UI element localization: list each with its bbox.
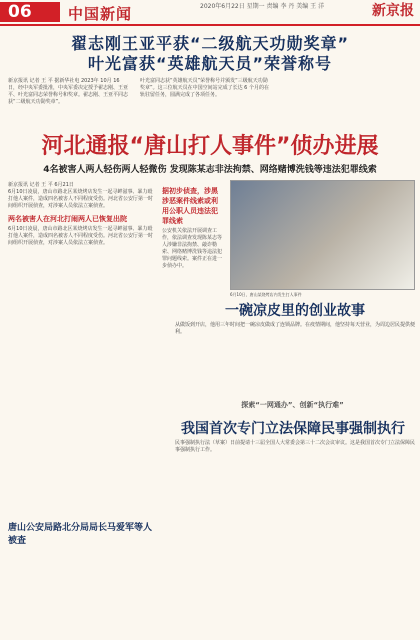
left-headline-2: 唐山公安局路北分局局长马爱军等人被查: [8, 523, 153, 546]
brand-logo: 新京报: [372, 3, 414, 19]
left-body-2: 6月10日凌晨，唐山市路北区某烧烤店发生一起寻衅滋事、暴力殴打他人案件，造成四名被害人不同程度受伤。河北省公安厅第一时间组织开展侦查，对涉案人员依法立案侦查。: [8, 226, 154, 246]
middle-body: 公安机关依法开展调查工作，依法调查发现陈某志等人涉嫌非法拘禁、敲诈勒索、网络赌博洗钱等违法犯罪问题线索。案件正在进一步侦办中。: [162, 228, 223, 269]
bottom-kicker: 探索“一网通办”、创新“执行难”: [241, 401, 344, 409]
top-headline: [0, 34, 420, 74]
left-body: 6月10日凌晨，唐山市路北区某烧烤店发生一起寻衅滋事、暴力殴打他人案件，造成四名被害人不同程度受伤。河北省公安厅第一时间组织开展侦查，对涉案人员依法立案侦查。: [8, 189, 154, 209]
banner-title: 河北通报“唐山打人事件”侦办进展: [41, 134, 379, 159]
top-column-2: 叶光富同志获“英雄航天员”荣誉称号并颁发“三级航天功勋奖章”。这三位航天员在中国空间站完成了长达 6 个月的在轨驻留任务，圆满完成了各项任务。: [140, 78, 269, 98]
left-byline: 新京报讯 记者 王 平 6月21日: [8, 182, 74, 188]
middle-subhead: 据初步侦查，涉黑涉恶案件线索或利用公职人员违法犯罪线索: [162, 187, 218, 225]
middle-column: [162, 182, 224, 270]
photo-caption: 6月10日，唐山某烧烤店内发生打人事件: [230, 292, 302, 297]
bottom-headline: 我国首次专门立法保障民事强制执行: [181, 421, 405, 437]
section-title: 中国新闻: [68, 5, 133, 23]
headline-line-1: 翟志刚王亚平获“二级航天功勋奖章”: [70, 34, 350, 53]
page-number: 06: [0, 2, 60, 22]
issue-date: 2020年6月22日 星期一 责编 李 丹 美编 王 洋: [200, 3, 325, 10]
right-headline: 一碗凉皮里的创业故事: [225, 303, 365, 319]
left-subhead: 两名被害人在河北打闹两人已恢复出院: [8, 215, 127, 223]
masthead: [0, 0, 420, 26]
left-column: [8, 182, 153, 247]
news-photo: [230, 180, 415, 290]
section-banner: [0, 132, 420, 175]
right-body: 从做饭到开店，他用三年时间把一碗凉皮做成了连锁品牌。在疫情期间，他坚持每天营业，为周边居民提供便利。: [175, 322, 416, 335]
bottom-body: 民事强制执行法（草案）日前提请十三届全国人大常委会第三十二次会议审议。这是我国首次专门立法保障民事强制执行工作。: [175, 440, 416, 453]
masthead-rule: [0, 24, 420, 26]
top-column-1: 新京报讯 记者 王 平 据新华社电 2023年 10月 16日，经中央军委批准，中央军委决定授予翟志刚、王亚平、叶光富同志荣誉称号和奖章。翟志刚、王亚平同志获“二级航天功勋奖章”。: [8, 78, 129, 105]
headline-line-2: 叶光富获“英雄航天员”荣誉称号: [87, 54, 333, 73]
banner-subtitle: 4名被害人两人轻伤两人轻微伤 发现陈某志非法拘禁、网络赌博洗钱等违法犯罪线索: [43, 165, 377, 175]
